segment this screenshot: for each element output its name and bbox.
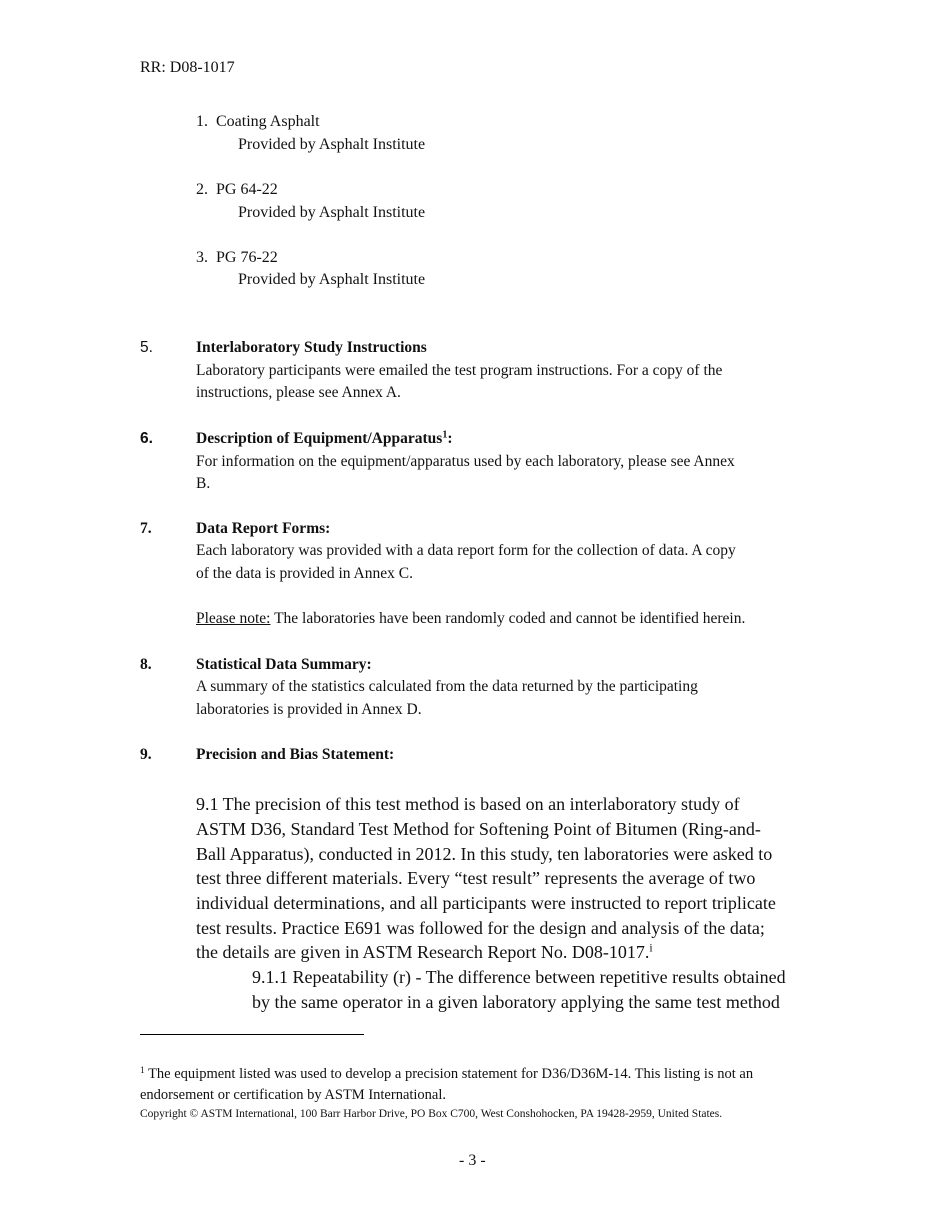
footnote-mark: 1 [140, 1065, 145, 1076]
paragraph-line [196, 940, 653, 965]
footnote-text: The equipment listed was used to develop a precision statement for D36/D36M-14. This listing is not an [144, 1066, 754, 1082]
copyright-notice: Copyright © ASTM International, 100 Barr Harbor Drive, PO Box C700, West Conshohocken, PA 19428-2959, United States. [140, 1108, 723, 1120]
material-name: PG 64-22 [216, 181, 278, 198]
paragraph-line: Ball Apparatus), conducted in 2012. In this study, ten laboratories were asked to [196, 844, 773, 864]
section-heading [196, 428, 453, 450]
material-item-2 [196, 179, 278, 201]
paragraph-line: 9.1 The precision of this test method is based on an interlaboratory study of [196, 794, 740, 814]
please-note [196, 608, 745, 630]
section-number: 8. [140, 656, 152, 673]
heading-colon: : [447, 430, 453, 447]
section-heading-text: Description of Equipment/Apparatus [196, 430, 443, 447]
material-item-3 [196, 247, 278, 269]
note-label: Please note: [196, 610, 271, 627]
subparagraph-line: by the same operator in a given laboratory applying the same test method [252, 992, 780, 1012]
paragraph-line: test three different materials. Every “test result” represents the average of two [196, 868, 756, 888]
section-text: A summary of the statistics calculated from the data returned by the participating [196, 678, 698, 695]
footnote-ref: 1 [442, 429, 448, 441]
section-heading: Precision and Bias Statement: [196, 746, 395, 763]
section-number: 6. [140, 430, 153, 447]
material-item-1 [196, 111, 320, 133]
footnote [140, 1064, 753, 1084]
footnote-text: endorsement or certification by ASTM International. [140, 1087, 447, 1103]
section-number: 5. [140, 339, 153, 356]
material-provider: Provided by Asphalt Institute [238, 204, 426, 221]
section-text: of the data is provided in Annex C. [196, 565, 413, 582]
material-name: PG 76-22 [216, 249, 278, 266]
section-text: B. [196, 475, 211, 492]
endnote-ref: i [649, 941, 653, 955]
material-number: 2. [196, 181, 208, 198]
material-number: 3. [196, 249, 208, 266]
paragraph-line: ASTM D36, Standard Test Method for Softening Point of Bitumen (Ring-and- [196, 819, 761, 839]
material-number: 1. [196, 113, 208, 130]
section-number: 9. [140, 746, 152, 763]
section-text: Each laboratory was provided with a data report form for the collection of data. A copy [196, 542, 736, 559]
material-name: Coating Asphalt [216, 113, 320, 130]
report-header: RR: D08-1017 [140, 59, 235, 76]
material-provider: Provided by Asphalt Institute [238, 271, 426, 288]
section-heading: Data Report Forms: [196, 520, 331, 537]
section-heading: Statistical Data Summary: [196, 656, 372, 673]
subparagraph-line: 9.1.1 Repeatability (r) - The difference between repetitive results obtained [252, 967, 786, 987]
section-text: instructions, please see Annex A. [196, 384, 401, 401]
section-heading: Interlaboratory Study Instructions [196, 339, 427, 356]
paragraph-line: test results. Practice E691 was followed for the design and analysis of the data; [196, 918, 765, 938]
paragraph-line: individual determinations, and all participants were instructed to report triplicate [196, 893, 776, 913]
note-text: The laboratories have been randomly coded and cannot be identified herein. [270, 610, 746, 627]
material-provider: Provided by Asphalt Institute [238, 136, 426, 153]
section-text: For information on the equipment/apparatus used by each laboratory, please see Annex [196, 453, 735, 470]
section-text: laboratories is provided in Annex D. [196, 701, 422, 718]
section-number: 7. [140, 520, 152, 537]
page-number: - 3 - [459, 1152, 486, 1169]
paragraph-line-text: the details are given in ASTM Research Report No. D08-1017. [196, 942, 650, 962]
section-text: Laboratory participants were emailed the test program instructions. For a copy of the [196, 362, 723, 379]
footnote-divider [140, 1034, 364, 1035]
